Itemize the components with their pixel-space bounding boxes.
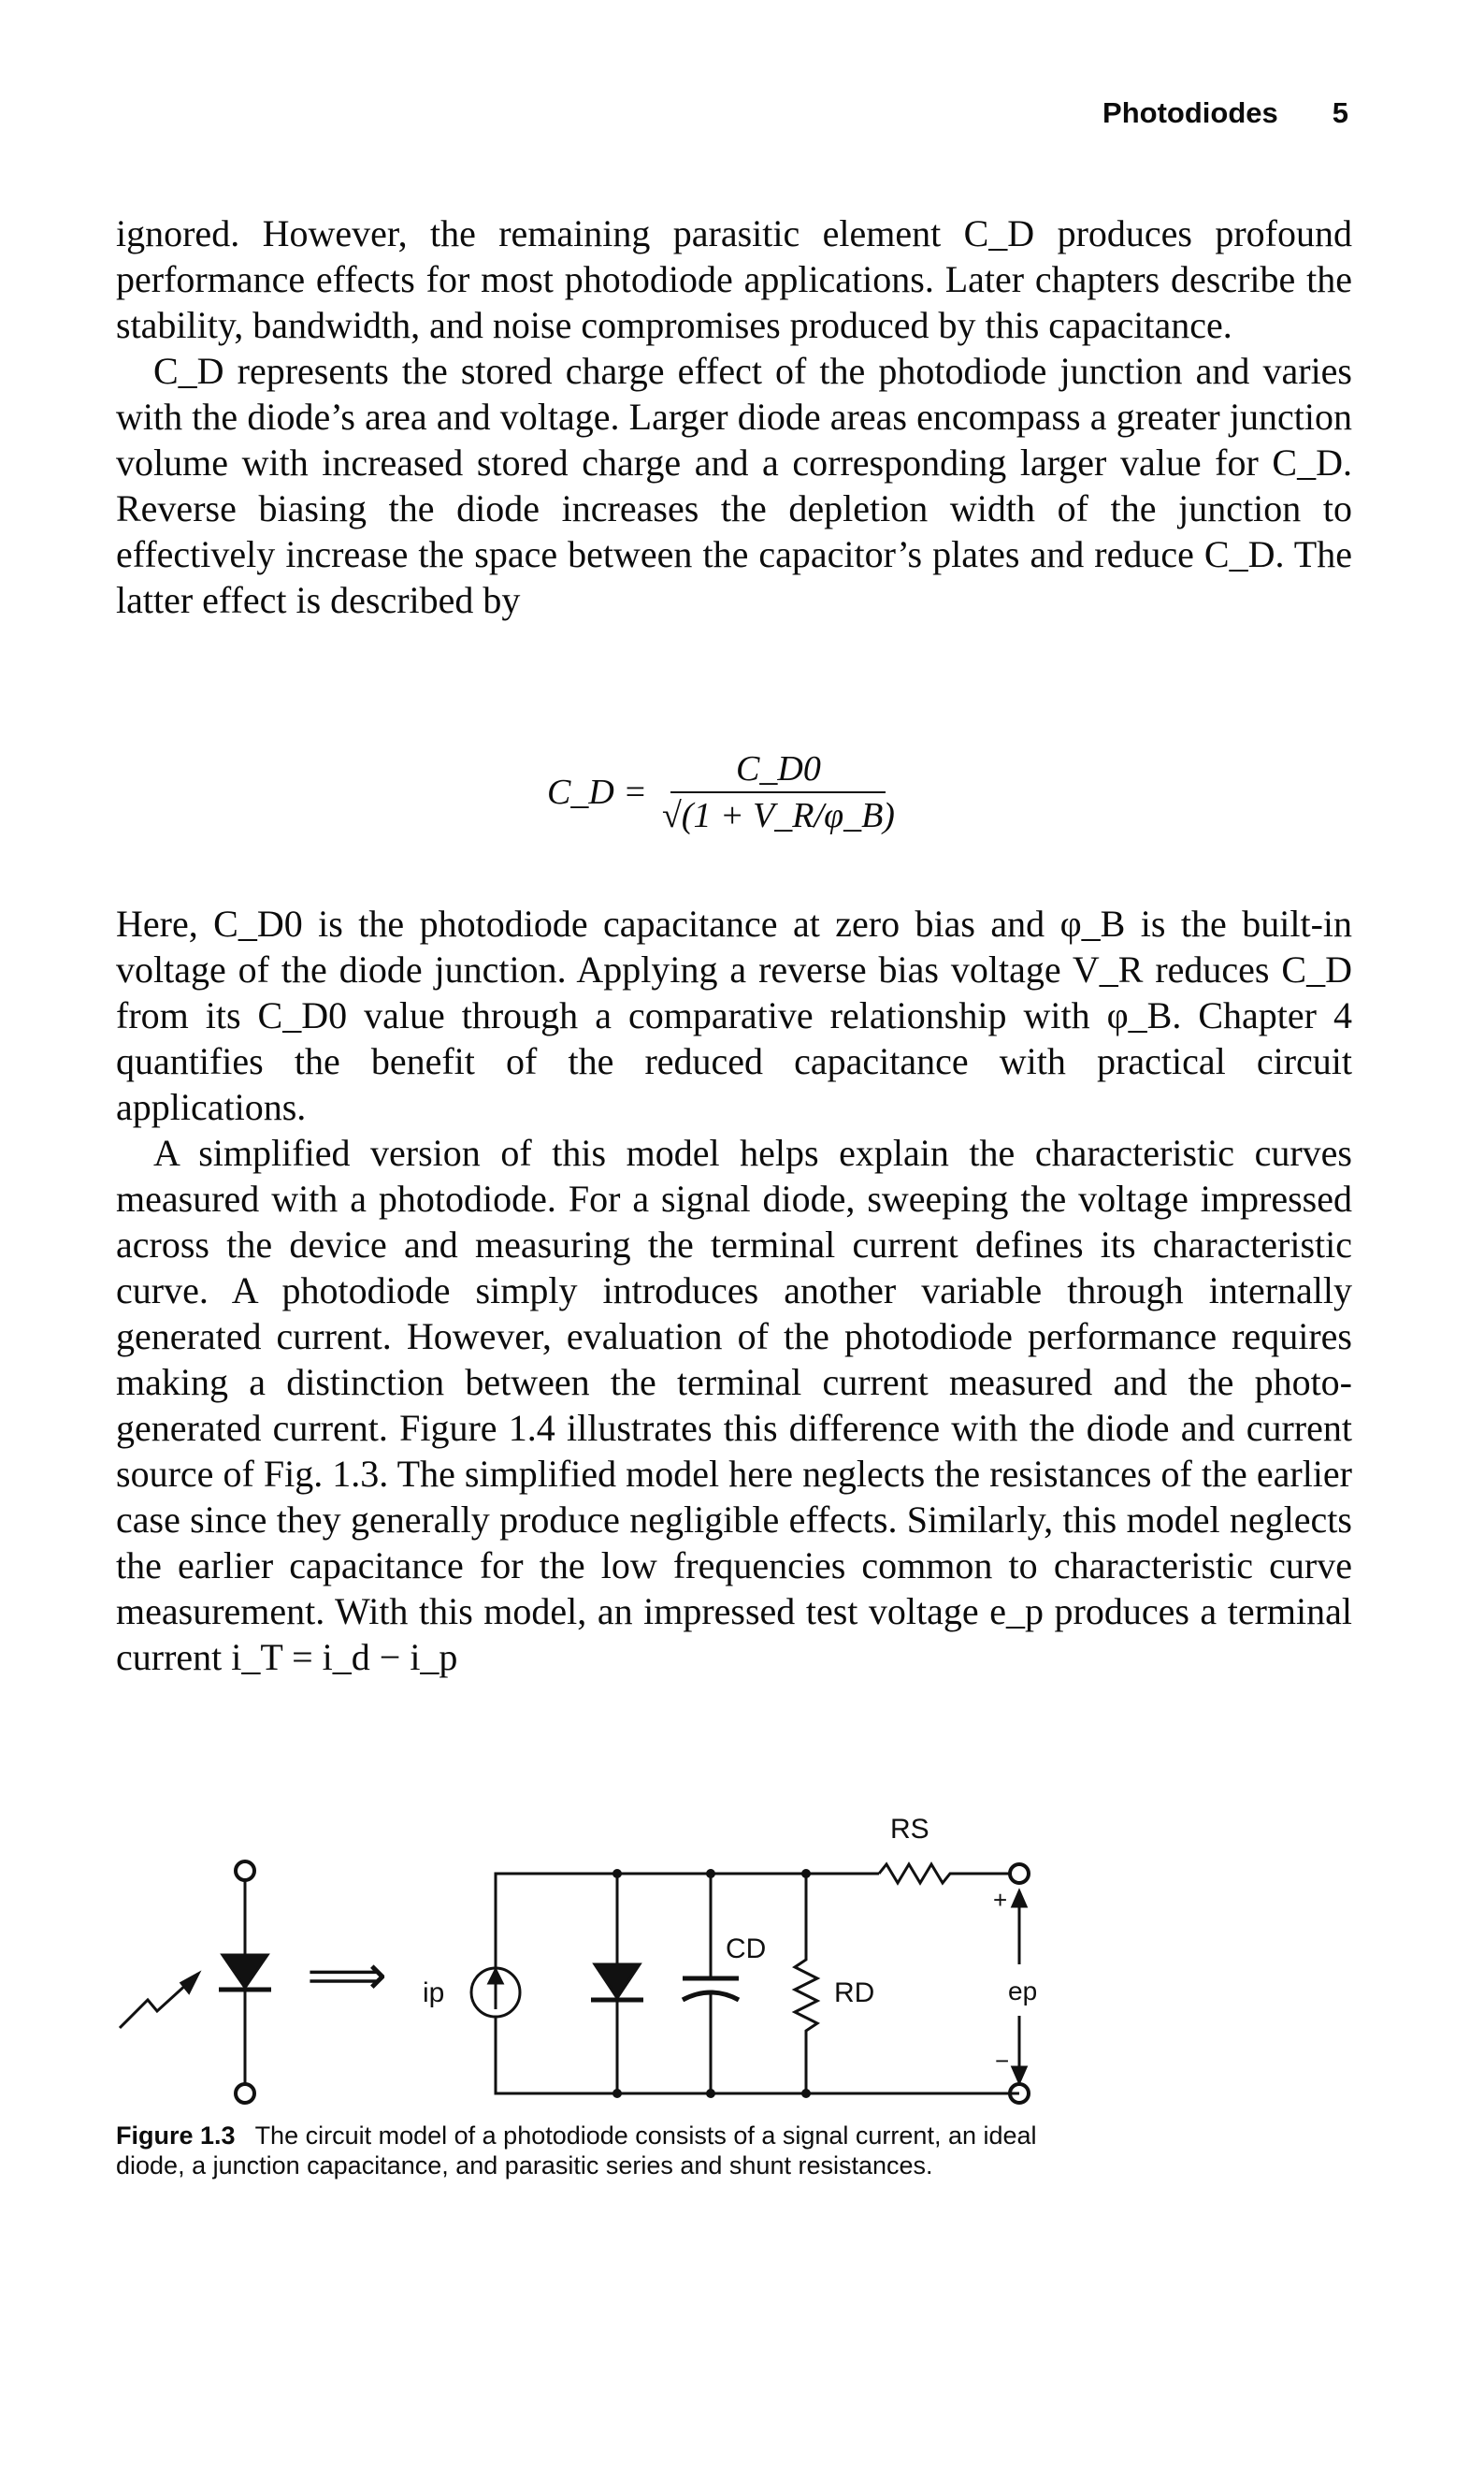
rs-label: RS <box>890 1814 929 1845</box>
paragraph: Here, C_D0 is the photodiode capacitance at zero bias and φ_B is the built-in voltage of the diode junction. Applying a reverse bias voltage V_R reduces C_D from its C_D0 value through a comparative relationship with φ_B. Chapter 4 quantifies the benefit of the reduced capacitance with practical circuit applications. <box>116 903 1352 1128</box>
light-arrow-head <box>181 1974 198 1992</box>
equation-lhs: C_D = <box>547 773 647 812</box>
photodiode-symbol <box>120 1861 271 2103</box>
equation-denominator: √(1 + V_R/φ_B) <box>661 796 895 835</box>
paragraph: ignored. However, the remaining parasitic element C_D produces profound performance effects for most photodiode applications. Later chapters describe the stability, bandwidth, and noise compromises produced by this capacitance. <box>116 212 1352 346</box>
paragraph: C_D represents the stored charge effect of the photodiode junction and varies with the diode’s area and voltage. Larger diode areas encompass a greater junction volume with increased stored charge and a corresponding larger value for C_D. Reverse biasing the diode increases the depletion width of the junction to effectively increase the space between the capacitor’s plates and reduce C_D. The latter effect is described by <box>116 350 1352 621</box>
paragraph: A simplified version of this model helps explain the characteristic curves measured with a photodiode. For a signal diode, sweeping the voltage impressed across the device and measuring the terminal current defines its characteristic curve. A photodiode simply introduces another variable through internally generated current. However, evaluation of the photodiode performance requires making a distinction between the terminal current measured and the photo-generated current. Figure 1.4 illustrates this difference with the diode and current source of Fig. 1.3. The simplified model here neglects the resistances of the earlier case since they generally produce negligible effects. Similarly, this model neglects the earlier capacitance for the low frequencies common to characteristic curve measurement. With this model, an impressed test voltage e_p produces a terminal current i_T = i_d − i_p <box>116 1132 1352 1678</box>
running-title: Photodiodes <box>1102 96 1278 129</box>
ep-label: ep <box>1008 1976 1038 2005</box>
bottom-rail <box>496 2016 1019 2093</box>
terminal-top <box>236 1861 254 1880</box>
ip-label: ip <box>423 1977 445 2008</box>
junction-dot <box>612 1869 622 1878</box>
ideal-diode <box>595 1964 640 1998</box>
junction-dot <box>801 1869 811 1878</box>
figure-caption <box>116 2121 1042 2180</box>
diode-triangle <box>223 1955 267 1988</box>
junction-dot <box>612 2089 622 2098</box>
current-source-arrowhead <box>489 1970 502 1983</box>
minus-label: − <box>995 2047 1010 2075</box>
junction-dot <box>706 1869 715 1878</box>
figure-label: Figure 1.3 <box>116 2121 236 2150</box>
equation-numerator: C_D0 <box>736 749 821 789</box>
cd-label: CD <box>726 1933 767 1964</box>
plus-label: + <box>993 1886 1008 1914</box>
page-number: 5 <box>1332 96 1348 129</box>
output-terminal-top <box>1010 1864 1029 1883</box>
terminal-bottom <box>236 2084 254 2103</box>
caption-text: The circuit model of a photodiode consists of a signal current, an ideal diode, a junction capacitance, and parasitic series and shunt resistances. <box>116 2121 1037 2179</box>
shunt-resistor <box>795 1874 817 2093</box>
series-resistor <box>879 1864 1010 1883</box>
ep-arrowhead-down <box>1013 2067 1026 2082</box>
rd-label: RD <box>834 1977 875 2008</box>
junction-dot <box>801 2089 811 2098</box>
top-rail <box>496 1874 879 1969</box>
equivalent-circuit <box>423 1814 1037 2103</box>
equivalence-arrow: ⟹ <box>307 1944 388 2006</box>
ep-arrowhead-up <box>1013 1891 1026 1906</box>
junction-dot <box>706 2089 715 2098</box>
